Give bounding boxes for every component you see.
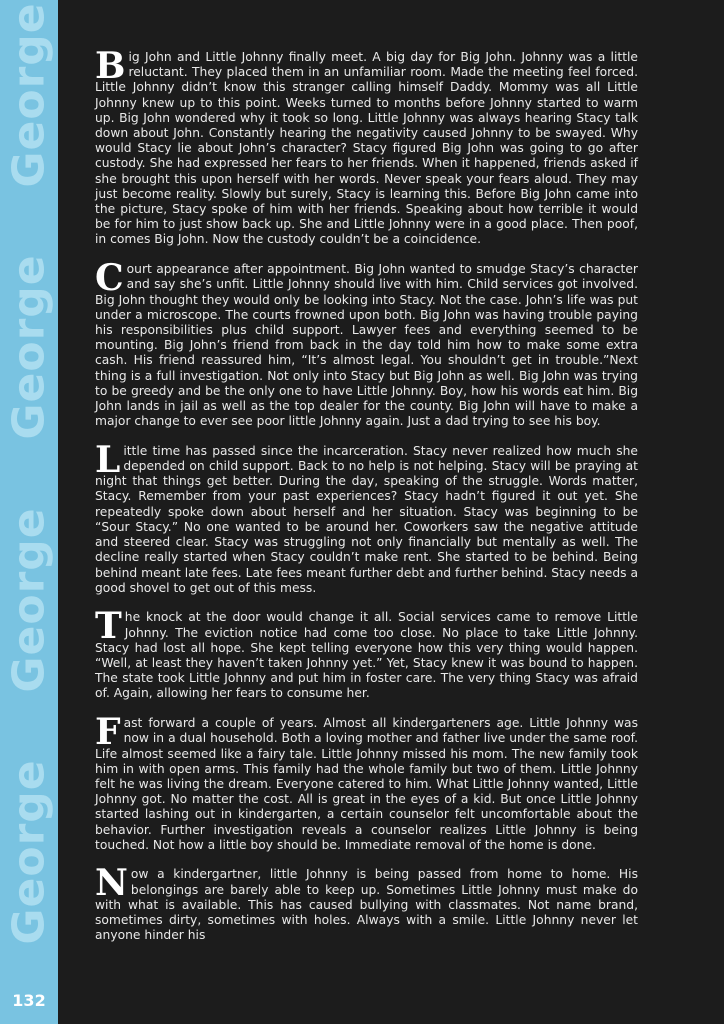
page-number: 132 (12, 991, 46, 1010)
paragraph-text: ig John and Little Johnny finally meet. A big day for Big John. Johnny was a little reluctant. They placed them in an unfamiliar room. Made the meeting feel forced. Little Johnny didn’t know this stranger calling himself Daddy. Mommy was all Little Johnny knew up to this point. Weeks turned to months before Johnny started to warm up. Big John wondered why it took so long. Little Johnny was always hearing Stacy talk down about John. Constantly hearing the negativity caused Johnny to be swayed. Why would Stacy lie about John’s character? Stacy figured Big John was going to go after custody. She had expressed her fears to her friends. When it happened, friends asked if she brought this upon herself with her words. Never speak your fears aloud. They may just become reality. Slowly but surely, Stacy is learning this. Before Big John came into the picture, Stacy spoke of him with her friends. Speaking about how terrible it would be for him to just show back up. She and Little Johnny were in a good place. Then poof, in comes Big John. Now the custody couldn’t be a coincidence. (95, 50, 638, 247)
paragraph (95, 257, 638, 429)
paragraph-text: he knock at the door would change it all. Social services came to remove Little Johnny. The eviction notice had come too close. No place to take Little Johnny. Stacy had lost all hope. She kept telling everyone how this very thing would happen. “Well, at least they haven’t taken Johnny yet.” Yet, Stacy knew it was bound to happen. The state took Little Johnny and put him in foster care. The very thing Stacy was afraid of. Again, allowing her fears to consume her. (95, 610, 638, 701)
paragraph (95, 605, 638, 701)
drop-cap: F (95, 711, 121, 754)
paragraph-text: ourt appearance after appointment. Big John wanted to smudge Stacy’s character and say she’s unfit. Little Johnny should live with him. Child services got involved. Big John thought they would only be looking into Stacy. Not the case. John’s life was put under a microscope. The courts frowned upon both. Big John was having trouble paying his responsibilities plus child support. Lawyer fees and everything seemed to be mounting. Big John’s friend from back in the day told him how to make some extra cash. His friend reassured him, “It’s almost legal. You shouldn’t get in trouble.”Next thing is a full investigation. Not only into Stacy but Big John as well. Big John was trying to be greedy and be the only one to have Little Johnny. Boy, how his words eat him. Big John lands in jail as well as the top dealer for the county. Big John will have to make a major change to ever see poor little Johnny again. Just a dad trying to see his boy. (95, 262, 638, 429)
side-band: George George George George 132 (0, 0, 58, 1024)
paragraph (95, 862, 638, 943)
paragraph (95, 711, 638, 853)
paragraph-text: ow a kindergartner, little Johnny is being passed from home to home. His belongings are barely able to keep up. Sometimes Little Johnny must make do with what is available. This has caused bullying with classmates. Not name brand, sometimes dirty, sometimes with holes. Always with a smile. Little Johnny never let anyone hinder his (95, 867, 638, 943)
body-text (95, 45, 638, 958)
paragraph (95, 438, 638, 596)
paragraph (95, 45, 638, 248)
drop-cap: N (95, 862, 128, 905)
drop-cap: C (95, 257, 124, 300)
drop-cap: T (95, 605, 122, 648)
paragraph-text: ittle time has passed since the incarceration. Stacy never realized how much she depended on child support. Back to no help is not helping. Stacy will be praying at night that things get better. During the day, speaking of the struggle. Words matter, Stacy. Remember from your past experiences? Stacy hadn’t figured it out yet. She repeatedly spoke down about herself and her situation. Stacy was beginning to be “Sour Stacy.” No one wanted to be around her. Coworkers saw the negative attitude and steered clear. Stacy was struggling not only financially but mentally as well. The decline really started when Stacy couldn’t make rent. She started to be behind. Being behind meant late fees. Late fees meant further debt and further behind. Stacy needs a good shovel to get out of this mess. (95, 443, 638, 595)
drop-cap: L (95, 438, 121, 481)
paragraph-text: ast forward a couple of years. Almost all kindergarteners age. Little Johnny was now in a dual household. Both a loving mother and father live under the same roof. Life almost seemed like a fairy tale. Little Johnny missed his mom. The new family took him in with open arms. This family had the whole family but two of them. Little Johnny felt he was living the dream. Everyone catered to him. What Little Johnny wanted, Little Johnny got. No matter the cost. All is great in the eyes of a kid. But once Little Johnny started lashing out in kindergarten, a certain counselor felt uncomfortable about the behavior. Further investigation reveals a counselor realizes Little Johnny is being touched. Not how a little boy should be. Immediate removal of the home is done. (95, 716, 638, 852)
drop-cap: B (95, 45, 126, 87)
